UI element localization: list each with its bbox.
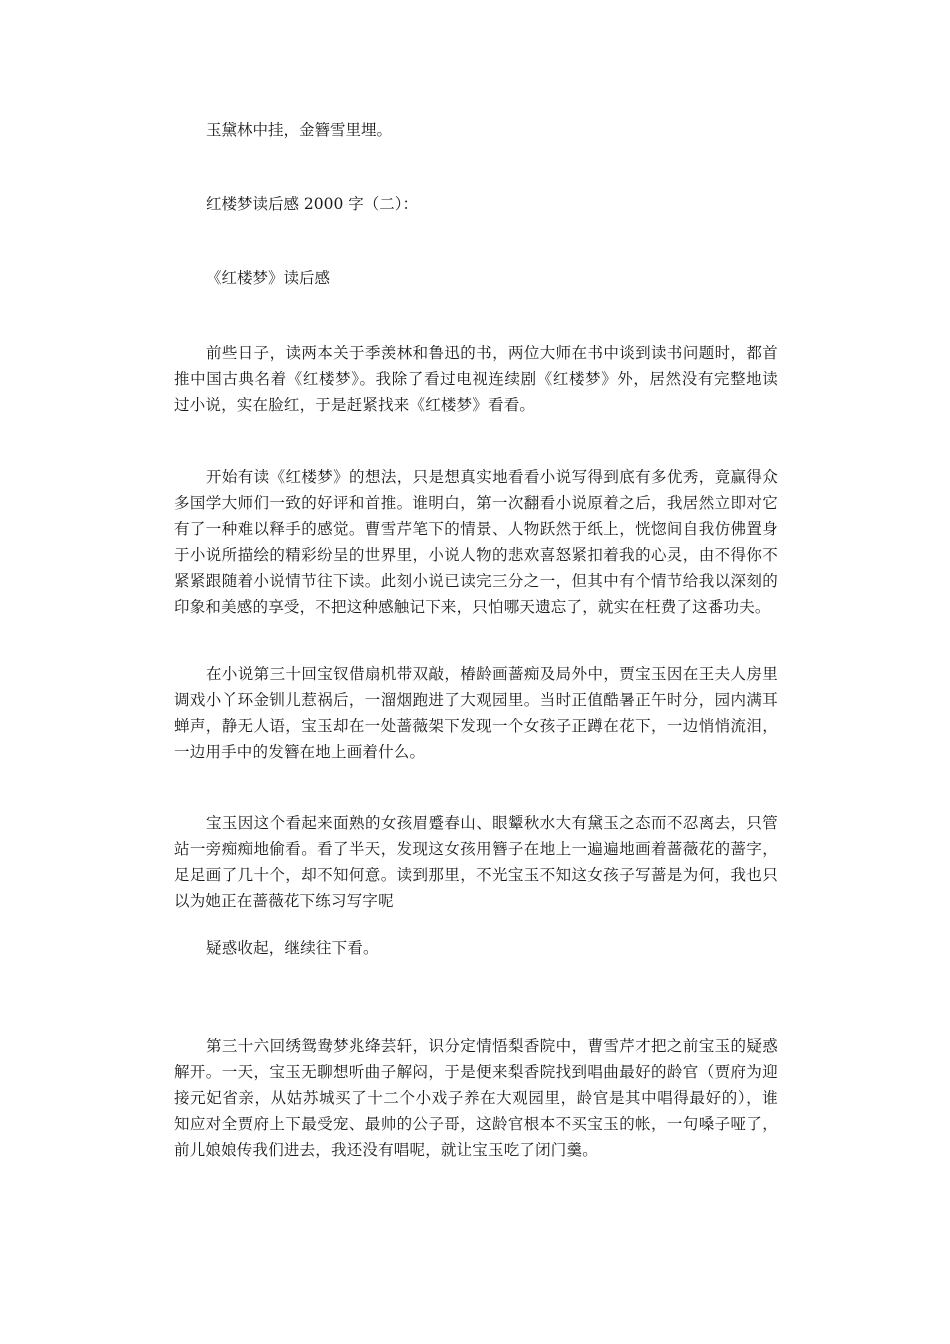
section-heading: 红楼梦读后感 2000 字（二）： — [206, 195, 419, 213]
poem-line: 玉黛林中挂，金簪雪里埋。 — [206, 121, 393, 139]
paragraph-5: 疑惑收起，继续往下看。 — [206, 939, 379, 957]
paragraph-6: 第三十六回绣鸳鸯梦兆绛芸轩，识分定情悟梨香院中，曹雪芹才把之前宝玉的疑惑解开。一天，宝玉无聊想听曲子解闷，于是便来梨香院找到唱曲最好的龄官（贾府为迎接元妃省亲，从姑苏城买了十二个小戏子养在大观园里，龄官是其中唱得最好的），谁知应对全贾府上下最受宠、最帅的公子哥，这龄官根本不买宝玉的帐，一句嗓子哑了，前儿娘娘传我们进去，我还没有唱呢，就让宝玉吃了闭门羹。 — [174, 1037, 778, 1159]
article-title: 《红楼梦》读后感 — [206, 269, 331, 287]
paragraph-4: 宝玉因这个看起来面熟的女孩眉蹙春山、眼颦秋水大有黛玉之态而不忍离去，只管站一旁痴痴地偷看。看了半天，发现这女孩用簪子在地上一遍遍地画着蔷薇花的蔷字，足足画了几十个，却不知何意。读到那里，不光宝玉不知这女孩子写蔷是为何，我也只以为她正在蔷薇花下练习写字呢 — [174, 814, 778, 910]
paragraph-2: 开始有读《红楼梦》的想法，只是想真实地看看小说写得到底有多优秀，竟赢得众多国学大师们一致的好评和首推。谁明白，第一次翻看小说原着之后，我居然立即对它有了一种难以释手的感觉。曹雪芹笔下的情景、人物跃然于纸上，恍惚间自我仿佛置身于小说所描绘的精彩纷呈的世界里，小说人物的悲欢喜怒紧扣着我的心灵，由不得你不紧紧跟随着小说情节往下读。此刻小说已读完三分之一，但其中有个情节给我以深刻的印象和美感的享受，不把这种感触记下来，只怕哪天遗忘了，就实在枉费了这番功夫。 — [174, 468, 778, 616]
paragraph-1: 前些日子，读两本关于季羡林和鲁迅的书，两位大师在书中谈到读书问题时，都首推中国古典名着《红楼梦》。我除了看过电视连续剧《红楼梦》外，居然没有完整地读过小说，实在脸红，于是赶紧找来《红楼梦》看看。 — [174, 344, 778, 414]
paragraph-3: 在小说第三十回宝钗借扇机带双敲，椿龄画蔷痴及局外中，贾宝玉因在王夫人房里调戏小丫环金钏儿惹祸后，一溜烟跑进了大观园里。当时正值酷暑正午时分，园内满耳蝉声，静无人语，宝玉却在一处蔷薇架下发现一个女孩子正蹲在花下，一边悄悄流泪，一边用手中的发簪在地上画着什么。 — [174, 665, 778, 761]
